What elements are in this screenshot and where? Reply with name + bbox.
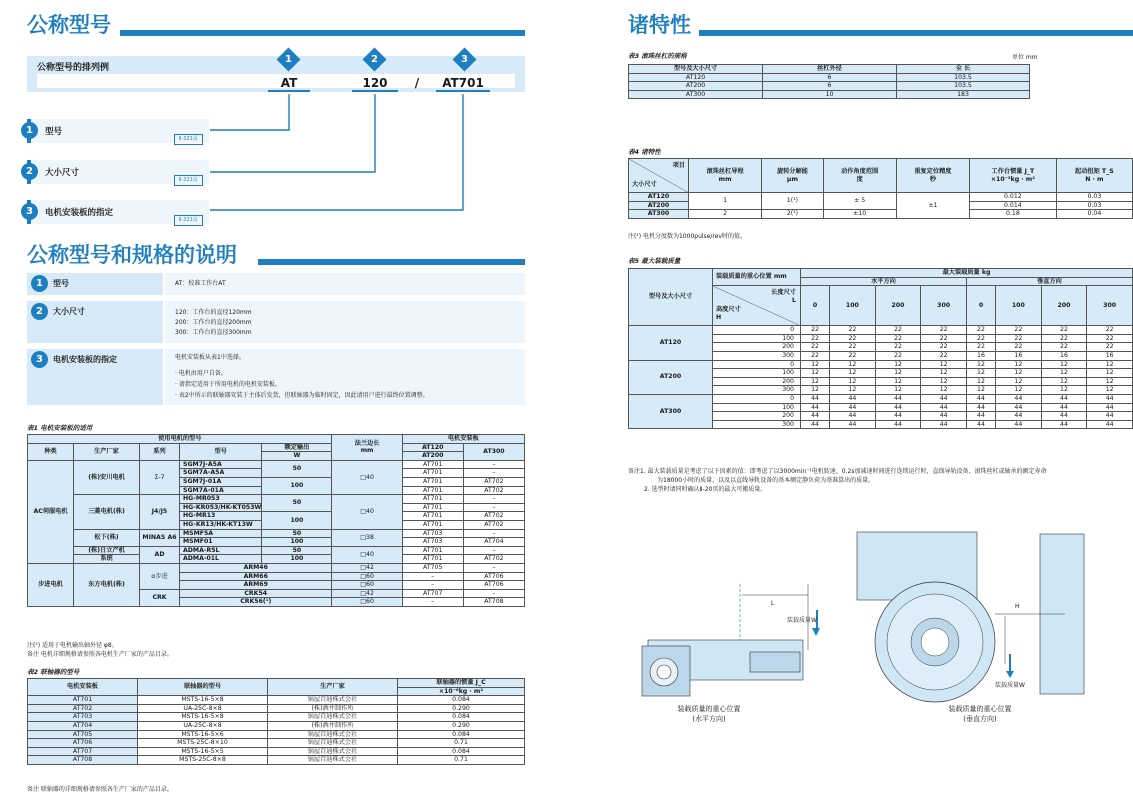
code-num-2: 2 (362, 47, 386, 71)
table-cell: 22 (921, 351, 967, 360)
table1-caption: 表1 电机安装板的适用 (27, 424, 93, 432)
table-cell: 44 (1087, 412, 1133, 421)
table-cell: 44 (1041, 420, 1087, 429)
table-cell: 12 (801, 360, 830, 369)
table-cell: UA-25C-8×8 (138, 704, 268, 713)
table-cell: 锅屋百迪株式会社 (268, 730, 398, 739)
table-cell: 100 (713, 403, 801, 412)
table-cell: 0.084 (398, 713, 525, 722)
code-part-size: 120 (352, 76, 398, 92)
table-cell: 44 (801, 403, 830, 412)
table-cell: 44 (830, 394, 876, 403)
table-row (28, 730, 525, 739)
table2-note: 备注 联轴器的详细规格请参照各生产厂家的产品目录。 (27, 786, 173, 793)
table-cell: 12 (1087, 386, 1133, 395)
table-cell: 12 (1041, 386, 1087, 395)
table-cell: 22 (875, 326, 921, 335)
spec-size: 2 大小尺寸 120：工作台的直径120mm 200：工作台的直径200mm 300：工作台的直径300mm (27, 301, 525, 343)
table-cell: (株)酒井制作所 (268, 704, 398, 713)
table-cell: MSTS-16-5×6 (138, 730, 268, 739)
table-cell: 12 (921, 360, 967, 369)
code-connector-lines (0, 0, 560, 230)
table-row (629, 360, 1133, 369)
code-num-3: 3 (452, 47, 476, 71)
table-cell: 10 (763, 90, 897, 99)
table-cell: 44 (1041, 394, 1087, 403)
table-cell: 22 (875, 351, 921, 360)
code-part-plate: AT701 (436, 76, 490, 92)
table-cell: 12 (1041, 377, 1087, 386)
dim-l-horizontal: L (771, 600, 775, 607)
table-cell: 0 (713, 360, 801, 369)
table-cell: 12 (1087, 369, 1133, 378)
group-label: AT300 (629, 394, 713, 428)
table-cell: 12 (1041, 360, 1087, 369)
table-cell: 22 (996, 334, 1042, 343)
table5: 型号及大小尺寸 装载质量的重心位置 mm 最大装载质量 kg 水平方向 垂直方向 长度尺寸 L 高度尺寸 H 0 100 200 300 0 100 200 300 AT120 0 22 22 22 22 22 22 22 22 100 22 22 22 22 22 22 22 22 200 22 22 22 22 22 22 22 22 300 22 22 22 22 16 16 16 16 AT200 0 12 12 12 12 12 12 12 12 100 12 12 12 12 12 12 12 12 200 12 12 12 12 12 12 12 12 300 12 12 12 12 12 12 12 12 AT300 0 44 44 44 44 44 44 44 44 100 44 44 44 44 44 44 44 44 200 44 44 44 44 44 44 44 44 300 44 44 44 44 44 44 44 44 (628, 268, 1133, 429)
item-plate: 3 电机安装板的指定 Ⅱ-321页 (27, 200, 209, 224)
model-title: 公称型号 (27, 13, 111, 37)
table-cell: AT706 (28, 739, 138, 748)
item-type: 1 型号 Ⅱ-321页 (27, 119, 209, 143)
table-cell: 44 (966, 420, 995, 429)
dim-h-vertical: H (1015, 603, 1020, 610)
table3-body (629, 73, 1030, 99)
table-cell: 44 (801, 420, 830, 429)
table-cell: 44 (1087, 420, 1133, 429)
table5-caption: 表5 最大装载质量 (628, 257, 681, 265)
table5-note-2: 为18000小时的质量，以及以直线导轨设备的基本额定静负荷为基准算出的质量。 (657, 477, 875, 484)
table-cell: 12 (801, 386, 830, 395)
table-cell: 12 (921, 386, 967, 395)
table-row (629, 90, 1030, 99)
table-cell: 44 (801, 412, 830, 421)
table-cell: 44 (966, 403, 995, 412)
table-cell: 锅屋百迪株式会社 (268, 696, 398, 705)
table-cell: 44 (830, 420, 876, 429)
table-cell: 6 (763, 82, 897, 91)
table-cell: 22 (830, 343, 876, 352)
table-cell: 22 (996, 326, 1042, 335)
code-num-1: 1 (276, 47, 300, 71)
table-cell: AT702 (28, 704, 138, 713)
table-row (28, 704, 525, 713)
table2-body (28, 696, 525, 765)
table-cell: MSTS-16-5×8 (138, 713, 268, 722)
table-cell: 16 (1087, 351, 1133, 360)
table-cell: 44 (921, 403, 967, 412)
table-cell: 300 (713, 386, 801, 395)
spec-title-bar (258, 259, 525, 265)
table-cell: 12 (966, 369, 995, 378)
table-cell: 12 (875, 369, 921, 378)
table-cell: MSTS-25C-8×8 (138, 756, 268, 765)
table-cell: 0.084 (398, 730, 525, 739)
table-cell: 22 (921, 334, 967, 343)
table5-body (629, 326, 1133, 429)
table-row (28, 721, 525, 730)
table-cell: 22 (801, 351, 830, 360)
table-cell: 22 (996, 343, 1042, 352)
table-cell: 22 (801, 343, 830, 352)
table-cell: 16 (996, 351, 1042, 360)
table1: 使用电机的型号 法兰边长 mm 电机安装板 种类 生产厂家 系列 型号 额定输出 AT120 AT300 W AT200 AC伺服电机 (株)安川电机 Σ-7 SGM7J-A5A 50 □40 AT701 – SGM7A-A5A AT701 – SGM7J-01A 100 AT701 AT702 SGM7A-01A AT701 AT702 三菱电机(株) J4/J5 HG-MR053 50 □40 AT701 – HG-KR053/HK-KT053W AT701 – HG-MR13 100 AT701 AT702 HG-KR13/HK-KT13W AT701 AT702 松下(株) MINAS A6 MSMF5A 50 □38 AT703 – MSMF01 100 AT703 AT704 (株)日立产机 AD ADMA-R5L 50 □40 AT701 – 系统 ADMA-01L 100 AT701 AT702 步进电机 东方电机(株) α步进 ARM46 □42 AT705 – ARM66 □60 – AT706 ARM69 □60 – AT706 CRK CRK54 □42 AT707 – CRK56(¹) □60 – AT708 (27, 434, 525, 607)
table-cell: 0.71 (398, 756, 525, 765)
table-cell: UA-25C-8×8 (138, 721, 268, 730)
table-cell: 0.71 (398, 739, 525, 748)
table4-caption: 表4 诸特性 (628, 148, 661, 156)
table-cell: 0 (713, 326, 801, 335)
table-cell: 12 (830, 369, 876, 378)
table-cell: 22 (966, 334, 995, 343)
table-cell: 44 (830, 403, 876, 412)
table-row (28, 747, 525, 756)
table-cell: 锅屋百迪株式会社 (268, 713, 398, 722)
table-cell: MSTS-16-5×5 (138, 747, 268, 756)
table-row (629, 326, 1133, 335)
table-cell: 300 (713, 351, 801, 360)
code-part-at: AT (268, 76, 310, 92)
table-cell: MSTS-16-5×8 (138, 696, 268, 705)
right-title-bar (699, 30, 1133, 36)
table-cell: AT705 (28, 730, 138, 739)
table-cell: AT200 (629, 82, 763, 91)
table-cell: AT708 (28, 756, 138, 765)
table4-note: 注(¹) 电机分度数为1000pulse/rev时的值。 (628, 233, 746, 240)
table-cell: 12 (801, 377, 830, 386)
table-cell: 44 (1041, 403, 1087, 412)
table-cell: 12 (966, 360, 995, 369)
load-label-vertical: 装载质量W (995, 682, 1025, 689)
table-cell: 12 (801, 369, 830, 378)
table-cell: 200 (713, 377, 801, 386)
table-cell: 0.290 (398, 704, 525, 713)
table-cell: 44 (996, 403, 1042, 412)
table-cell: 44 (996, 394, 1042, 403)
table-cell: 22 (801, 334, 830, 343)
table2: 电机安装板 联轴器的型号 生产厂家 联轴器的惯量 J_C ×10⁻⁶kg · m² AT701 MSTS-16-5×8 锅屋百迪株式会社 0.084 AT702 UA-25C-8×8 (株)酒井制作所 0.290 AT703 MSTS-16-5×8 锅屋百迪株式会社 0.084 AT704 UA-25C-8×8 (株)酒井制作所 0.290 AT705 MSTS-16-5×6 锅屋百迪株式会社 0.084 AT706 MSTS-25C-8×10 锅屋百迪株式会社 0.71 AT707 MSTS-16-5×5 锅屋百迪株式会社 0.084 AT708 MSTS-25C-8×8 锅屋百迪株式会社 0.71 (27, 678, 525, 765)
table-cell: 12 (966, 377, 995, 386)
table-cell: 44 (875, 412, 921, 421)
table-row (629, 73, 1030, 82)
caption-horizontal: 装载质量的重心位置 (水平方向) (677, 705, 741, 723)
table-cell: 12 (1041, 369, 1087, 378)
table1-note-1: 注(¹) 适用于电机输出轴外径 φ8。 (27, 642, 118, 649)
table-cell: 100 (713, 334, 801, 343)
spec-title: 公称型号和规格的说明 (27, 243, 237, 267)
table-cell: 200 (713, 343, 801, 352)
table-cell: 44 (921, 420, 967, 429)
table2-caption: 表2 联轴器的型号 (27, 668, 80, 676)
table-cell: 16 (1041, 351, 1087, 360)
table-cell: 22 (1087, 343, 1133, 352)
table-cell: 22 (1041, 326, 1087, 335)
table-cell: AT707 (28, 747, 138, 756)
table-row (28, 739, 525, 748)
table-cell: 0.290 (398, 721, 525, 730)
table-cell: 12 (830, 360, 876, 369)
table-cell: 22 (1087, 326, 1133, 335)
table-cell: 锅屋百迪株式会社 (268, 739, 398, 748)
table-cell: 44 (1041, 412, 1087, 421)
table-cell: 44 (921, 412, 967, 421)
horizontal-load-drawing (640, 580, 820, 700)
table4: 项目 大小尺寸 滚珠丝杠导程 mm 旋转分解能 μm 动作角度范围 度 重复定位精度 秒 工作台惯量 J_T ×10⁻³kg · m² 起动扭矩 T_S N · m AT120 1 1(¹) ± 5 ±1 0.012 0.03 AT200 0.014 0.03 AT300 2 2(¹) ±10 0.18 0.04 (628, 158, 1133, 219)
table-cell: 12 (875, 360, 921, 369)
table-cell: 44 (875, 394, 921, 403)
table-row (629, 394, 1133, 403)
caption-vertical: 装载质量的重心位置 (垂直方向) (948, 705, 1012, 723)
table-cell: 0.084 (398, 747, 525, 756)
table3-caption: 表3 滚珠丝杠的规格 (628, 52, 687, 60)
table-cell: 0.084 (398, 696, 525, 705)
table-cell: 12 (996, 386, 1042, 395)
load-label-horizontal: 装载质量W (787, 617, 817, 624)
table-cell: 12 (1087, 360, 1133, 369)
spec-type: 1 型号 AT：校准工作台AT (27, 273, 525, 295)
table-cell: 22 (966, 326, 995, 335)
table-cell: 12 (966, 386, 995, 395)
table-row (629, 82, 1030, 91)
table-cell: 44 (966, 412, 995, 421)
table-cell: AT300 (629, 90, 763, 99)
table-cell: 12 (1087, 377, 1133, 386)
table-cell: 22 (830, 351, 876, 360)
table-row (28, 696, 525, 705)
table-cell: 12 (875, 377, 921, 386)
table-cell: 22 (1087, 334, 1133, 343)
table-cell: 12 (830, 386, 876, 395)
table-cell: 锅屋百迪株式会社 (268, 747, 398, 756)
code-slash: / (414, 76, 420, 90)
table-cell: 183 (897, 90, 1030, 99)
table-cell: AT701 (28, 696, 138, 705)
table-cell: 44 (921, 394, 967, 403)
group-label: AT120 (629, 326, 713, 360)
table-cell: 12 (996, 377, 1042, 386)
group-label: AT200 (629, 360, 713, 394)
table-cell: 44 (996, 412, 1042, 421)
table-cell: 22 (801, 326, 830, 335)
table-cell: 22 (921, 343, 967, 352)
table-cell: 12 (875, 386, 921, 395)
table-cell: 6 (763, 73, 897, 82)
table-cell: 44 (801, 394, 830, 403)
table-cell: 22 (875, 343, 921, 352)
table5-note-1: 备注1. 最大装载质量是考虑了以下因素的值：即考虑了以3000min⁻¹电机转速、0.2s加减速时间进行连续运行时，直线导轨设备、滚珠丝杠或轴承的额定寿命 (628, 468, 1047, 475)
table-cell: 22 (830, 326, 876, 335)
table-cell: 44 (966, 394, 995, 403)
table-cell: 44 (830, 412, 876, 421)
vertical-load-drawing (855, 524, 1085, 704)
table-cell: 12 (830, 377, 876, 386)
arrangement-title: 公称型号的排列例 (37, 63, 110, 73)
spec-plate: 3 电机安装板的指定 电机安装板从表1中选择。 · 电机由用户自备。 · 请指定适用于所用电机的电机安装板。 · 表2中所示的联轴器安装于主体后发货，但联轴器为临时固定，因此请用户进行最终位置调整。 (27, 349, 525, 405)
table-cell: 22 (921, 326, 967, 335)
table-cell: 44 (1087, 394, 1133, 403)
table-cell: 200 (713, 412, 801, 421)
table1-note-2: 备注 电机详细规格请参照各电机生产厂家的产品目录。 (27, 651, 173, 658)
item-size: 2 大小尺寸 Ⅱ-321页 (27, 160, 209, 184)
table-cell: AT704 (28, 721, 138, 730)
table-cell: 锅屋百迪株式会社 (268, 756, 398, 765)
table-cell: AT703 (28, 713, 138, 722)
table-cell: 22 (1041, 343, 1087, 352)
table-cell: AT120 (629, 73, 763, 82)
table-cell: 22 (1041, 334, 1087, 343)
table-cell: 0 (713, 394, 801, 403)
table-cell: 44 (996, 420, 1042, 429)
table-cell: 44 (1087, 403, 1133, 412)
table-cell: 103.5 (897, 73, 1030, 82)
right-title: 诸特性 (628, 13, 691, 37)
table-cell: 44 (875, 420, 921, 429)
table-cell: 12 (996, 369, 1042, 378)
table3-unit: 单位 mm (1012, 54, 1038, 61)
table-cell: 22 (966, 343, 995, 352)
table-row (28, 713, 525, 722)
table-cell: 12 (996, 360, 1042, 369)
table-cell: 300 (713, 420, 801, 429)
table5-note-3: 2. 选型时请同时确认Ⅱ-20页的最大可搬质量。 (644, 486, 767, 493)
table-cell: 103.5 (897, 82, 1030, 91)
table-row (28, 756, 525, 765)
table-cell: MSTS-25C-8×10 (138, 739, 268, 748)
table-cell: 22 (830, 334, 876, 343)
table-cell: 12 (921, 369, 967, 378)
table-cell: 16 (966, 351, 995, 360)
table-cell: 12 (921, 377, 967, 386)
table3: 型号及大小尺寸 丝杠外径 全 长 AT120 6 103.5 AT200 6 103.5 AT300 10 183 (628, 64, 1030, 99)
table-cell: 22 (875, 334, 921, 343)
table-cell: 44 (875, 403, 921, 412)
table-cell: 100 (713, 369, 801, 378)
table-cell: (株)酒井制作所 (268, 721, 398, 730)
